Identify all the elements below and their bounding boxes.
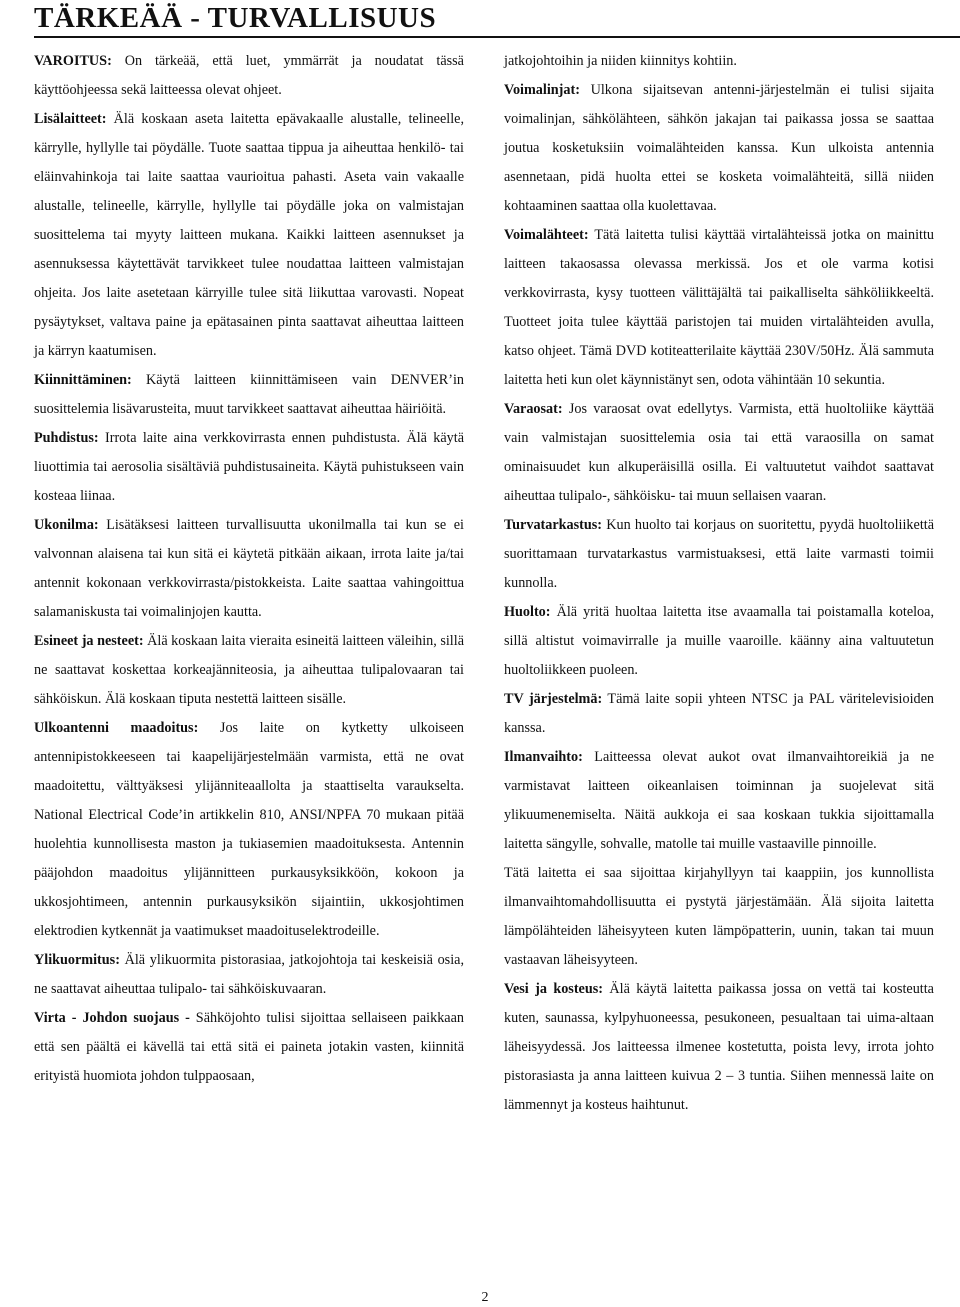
paragraph-heading: Lisälaitteet: bbox=[34, 111, 107, 127]
paragraph-text: Käytä laitteen kiinnittämiseen vain DENVER’in suosittelemia lisävarusteita, muut tarvikkeet saattavat aiheuttaa häiriöitä. bbox=[34, 372, 464, 417]
paragraph-text: Tätä laitetta tulisi käyttää virtalähteissä jotka on mainittu laitteen takaosassa olevassa merkissä. Jos et ole varma kotisi verkkovirrasta, kysy tuotteen välittäjältä tai paikalliselta sähköliikkeeltä. Tuotteet joita tulee käyttää paristojen tai muiden virtalähteiden avulla, katso ohjeet. Tämä DVD kotiteatterilaite käyttää 230V/50Hz. Älä sammuta laitetta heti kun olet käynnistänyt sen, odota vähintään 10 sekuntia. bbox=[504, 227, 934, 388]
paragraph-lightning bbox=[34, 511, 464, 627]
paragraph-text: jatkojohtoihin ja niiden kiinnitys kohtiin. bbox=[504, 53, 737, 69]
paragraph-safety-check bbox=[504, 511, 934, 598]
paragraph-warning bbox=[34, 47, 464, 105]
paragraph-cord-continued bbox=[504, 47, 934, 76]
paragraph-heading: Voimalähteet: bbox=[504, 227, 589, 243]
paragraph-text: Tätä laitetta ei saa sijoittaa kirjahyllyyn tai kaappiin, jos kunnollista ilmanvaihtomahdollisuutta ei pystytä järjestämään. Älä sijoita laitetta lämpölähteiden läheisyyteen kuten lämpöpatterin, uunin, takan tai muun vastaavan läheisyyteen. bbox=[504, 865, 934, 968]
paragraph-heading: Turvatarkastus: bbox=[504, 517, 603, 533]
paragraph-text: Jos varaosat ovat edellytys. Varmista, että huoltoliike käyttää vain valmistajan suosittelemia osia tai että varaosilla on samat ominaisuudet kun alkuperäisillä osilla. Ei valtuutetut vaihdot saattavat aiheuttaa tulipalo-, sähköisku- tai muun sellaisen vaaran. bbox=[504, 401, 934, 504]
paragraph-text: On tärkeää, että luet, ymmärrät ja noudatat tässä käyttöohjeessa sekä laitteessa olevat ohjeet. bbox=[34, 53, 464, 98]
paragraph-heading: Kiinnittäminen: bbox=[34, 372, 132, 388]
paragraph-power-lines bbox=[504, 76, 934, 221]
paragraph-heading: Ylikuormitus: bbox=[34, 952, 120, 968]
title-underline bbox=[34, 36, 960, 38]
paragraph-heading: Voimalinjat: bbox=[504, 82, 580, 98]
paragraph-objects-liquids bbox=[34, 627, 464, 714]
paragraph-heading: Ilmanvaihto: bbox=[504, 749, 583, 765]
paragraph-heading: Huolto: bbox=[504, 604, 551, 620]
paragraph-overload bbox=[34, 946, 464, 1004]
paragraph-ventilation bbox=[504, 743, 934, 859]
paragraph-power-sources bbox=[504, 221, 934, 395]
left-column bbox=[34, 47, 464, 1091]
paragraph-heading: VAROITUS: bbox=[34, 53, 112, 69]
paragraph-heading: Vesi ja kosteus: bbox=[504, 981, 603, 997]
paragraph-text: Älä käytä laitetta paikassa jossa on vettä tai kosteutta kuten, saunassa, kylpyhuoneessa, pesukoneen, pesualtaan tai uima-altaan läheisyydessä. Jos laitteessa ilmenee kostetutta, poista levy, irrota johto pistorasiasta ja anna laitteen kuivua 2 – 3 tuntia. Siihen mennessä laite on lämmennyt ja kosteus haihtunut. bbox=[504, 981, 934, 1113]
paragraph-heading: Ulkoantenni maadoitus: bbox=[34, 720, 199, 736]
paragraph-text: Älä koskaan aseta laitetta epävakaalle alustalle, telineelle, kärrylle, hyllylle tai pöydälle. Tuote saattaa tippua ja aiheuttaa henkilö- tai eläinvahinkoja tai laite saattaa vaurioitua pahasti. Aseta vain vakaalle alustalle, telineelle, kärrylle, hyllylle tai pöydälle joka on valmistajan suosittelema tai myyty laitteen mukana. Kaikki laitteen asennukset ja asennuksessa käytettävät tarvikkeet tulee noudattaa laitteen valmistajan ohjeita. Jos laite asetetaan kärryille tulee sitä liikuttaa varovasti. Nopeat pysäytykset, valtava paine ja epätasainen pinta saattavat aiheuttaa laitteen ja kärryn kaatumisen. bbox=[34, 111, 464, 359]
paragraph-text: Älä yritä huoltaa laitetta itse avaamalla tai poistamalla koteloa, sillä altistut voimavirralle ja muille vaaroille. käänny aina valtuutetun huoltoliikkeen puoleen. bbox=[504, 604, 934, 678]
paragraph-heading: Varaosat: bbox=[504, 401, 563, 417]
page-title: TÄRKEÄÄ - TURVALLISUUS bbox=[34, 2, 437, 34]
paragraph-heading: Esineet ja nesteet: bbox=[34, 633, 144, 649]
paragraph-cord-protection bbox=[34, 1004, 464, 1091]
paragraph-text: Tämä laite sopii yhteen NTSC ja PAL väritelevisioiden kanssa. bbox=[504, 691, 934, 736]
paragraph-text: Älä koskaan laita vieraita esineitä laitteen väleihin, sillä ne saattavat koskettaa korkeajänniteosia, ja aiheuttaa tulipalovaaran tai sähköiskun. Älä koskaan tiputa nestettä laitteen sisälle. bbox=[34, 633, 464, 707]
paragraph-tv-system bbox=[504, 685, 934, 743]
paragraph-heading: Ukonilma: bbox=[34, 517, 99, 533]
paragraph-cleaning bbox=[34, 424, 464, 511]
paragraph-text: Irrota laite aina verkkovirrasta ennen puhdistusta. Älä käytä liuottimia tai aerosolia sisältäviä puhdistusaineita. Käytä puhistukseen vain kosteaa liinaa. bbox=[34, 430, 464, 504]
paragraph-mounting bbox=[34, 366, 464, 424]
paragraph-heading: Virta - Johdon suojaus - bbox=[34, 1010, 190, 1026]
paragraph-servicing bbox=[504, 598, 934, 685]
paragraph-water-moisture bbox=[504, 975, 934, 1120]
page-number: 2 bbox=[481, 1290, 489, 1305]
paragraph-placement bbox=[504, 859, 934, 975]
paragraph-text: Ulkona sijaitsevan antenni-järjestelmän ei tulisi sijaita voimalinjan, sähkölähteen, sähkön jakajan tai paikassa jossa se saattaa joutua kosketuksiin voimalähteiden kanssa. Kun ulkoista antennia asennetaan, pidä huolta ettei se kosketa voimalähteitä, sillä niiden kohtaaminen saattaa olla kuolettavaa. bbox=[504, 82, 934, 214]
paragraph-text: Älä ylikuormita pistorasiaa, jatkojohtoja tai keskeisiä osia, ne saattavat aiheuttaa tulipalo- tai sähköiskuvaaran. bbox=[34, 952, 464, 997]
paragraph-text: Jos laite on kytketty ulkoiseen antennipistokkeeseen tai kaapelijärjestelmään varmista, että ne ovat maadoitettu, välttyäksesi ylijänniteaallolta ja staattiselta varaukselta. National Electrical Code’in artikkelin 810, ANSI/NPFA 70 mukaan pitää huolehtia kunnollisesta maston ja tukiasemien maadoituksesta. Antennin pääjohdon maadoitus ylijännitteen purkausyksikköön, kokoon ja ukkosjohtimeen, antennin purkausyksikön sijaintiin, ukkosjohtimen elektrodien kytkennät ja vaatimukset maadoituselektrodeille. bbox=[34, 720, 464, 939]
paragraph-text: Sähköjohto tulisi sijoittaa sellaiseen paikkaan että sen päältä ei kävellä tai että sitä ei paineta jotakin vasten, kiinnitä erityistä huomiota johdon tulppaosaan, bbox=[34, 1010, 464, 1084]
paragraph-text: Laitteessa olevat aukot ovat ilmanvaihtoreikiä ja ne varmistavat laitteen oikeanlaisen toiminnan ja suojelevat sitä ylikuumenemiselta. Näitä aukkoja ei saa koskaan tukkia sijoittamalla laitetta sängylle, sohvalle, matolle tai muille vastaaville pinnoille. bbox=[504, 749, 934, 852]
paragraph-heading: TV järjestelmä: bbox=[504, 691, 603, 707]
paragraph-heading: Puhdistus: bbox=[34, 430, 99, 446]
paragraph-accessories bbox=[34, 105, 464, 366]
right-column bbox=[504, 47, 934, 1120]
paragraph-text: Kun huolto tai korjaus on suoritettu, pyydä huoltoliikettä suorittamaan turvatarkastus varmistuaksesi, että laite varmasti toimii kunnolla. bbox=[504, 517, 934, 591]
paragraph-antenna-grounding bbox=[34, 714, 464, 946]
paragraph-replacement-parts bbox=[504, 395, 934, 511]
paragraph-text: Lisätäksesi laitteen turvallisuutta ukonilmalla tai kun se ei valvonnan alaisena tai kun sitä ei käytetä pitkään aikaan, irrota laite ja/tai antennit kokonaan verkkovirrasta/pistokkeista. Laite saattaa vahingoittua salamaniskusta tai voimalinjojen kautta. bbox=[34, 517, 464, 620]
